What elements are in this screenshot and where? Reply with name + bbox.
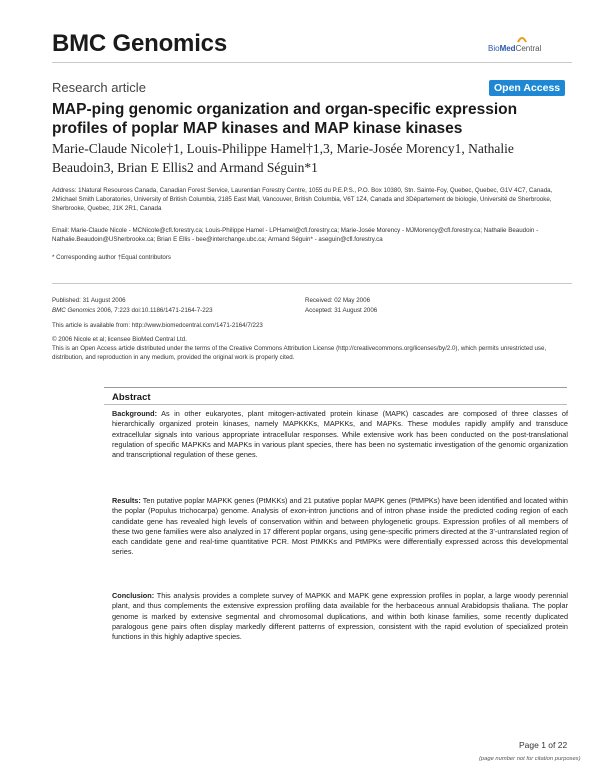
abstract-conclusion <box>112 591 568 642</box>
author-list: Marie-Claude Nicole†1, Louis-Philippe Hamel†1,3, Marie-Josée Morency1, Nathalie Beaudoin3, Brian E Ellis2 and Armand Séguin*1 <box>52 141 514 175</box>
conclusion-label: Conclusion: <box>112 591 155 600</box>
journal-title: BMC Genomics <box>52 30 227 57</box>
results-text: Ten putative poplar MAPKK genes (PtMKKs) and 21 putative poplar MAPK genes (PtMPKs) have been identified and located within the poplar (Populus trichocarpa) genome. Analysis of exon-intron junctions and of intron phase inside the predicted coding region of each candidate gene has revealed high levels of conservation within and between phylogenetic groups. Expression profiles of all members of these two gene families were also analyzed in 17 different poplar organs, using gene-specific primers directed at the 3'-untranslated region of each candidate gene and real-time quantitative PCR. Most PtMKKs and PtMPKs were differentially expressed across this developmental series. <box>112 496 568 557</box>
citation-details: 2006, 7:223 doi:10.1186/1471-2164-7-223 <box>95 306 213 314</box>
license-text: This is an Open Access article distributed under the terms of the Creative Commons Attribution License (http://creativecommons.org/licenses/by/2.0), which permits unrestricted use, distribution, and reproduction in any medium, provided the original work is properly cited. <box>52 345 547 361</box>
review-dates <box>305 296 377 315</box>
copyright-line: © 2006 Nicole et al; licensee BioMed Central Ltd. <box>52 336 187 343</box>
logo-bio: Bio <box>488 44 500 53</box>
abstract-frame <box>104 387 567 388</box>
abstract-heading: Abstract <box>112 392 151 403</box>
citation <box>52 306 213 316</box>
meta-divider <box>52 283 572 284</box>
biomed-logo-icon <box>516 34 528 44</box>
logo-central: Central <box>515 44 542 53</box>
article-type: Research article <box>52 80 146 95</box>
abstract-divider <box>104 404 567 405</box>
article-url[interactable]: This article is available from: http://www.biomedcentral.com/1471-2164/7/223 <box>52 322 263 329</box>
author-address: Address: 1Natural Resources Canada, Canadian Forest Service, Laurentian Forestry Centre, 1055 du P.E.P.S., P.O. Box 10380, Stn. Sainte-Foy, Quebec, Quebec, G1V 4C7, Canada, 2Michael Smith Laboratories, University of British Columbia, 2185 East Mall, Vancouver, British Columbia, V6T 1Z4, Canada and 3Département de biologie, Université de Sherbrooke, Sherbrooke, Quebec, J1K 2R1, Canada <box>52 187 553 212</box>
accepted-date: Accepted: 31 August 2006 <box>305 306 378 314</box>
author-footnote: * Corresponding author †Equal contributors <box>52 254 172 261</box>
author-emails: Email: Marie-Claude Nicole - MCNicole@cfl.forestry.ca; Louis-Philippe Hamel - LPHamel@cfl.forestry.ca; Marie-Josée Morency - MJMorency@cfl.forestry.ca; Nathalie Beaudoin - Nathalie.Beaudoin@USherbrooke.ca; Brian E Ellis - bee@interchange.ubc.ca; Armand Séguin* - aseguin@cfl.forestry.ca <box>52 227 539 243</box>
paper-title: MAP-ping genomic organization and organ-specific expression profiles of poplar MAP kinases and MAP kinase kinases <box>52 101 518 137</box>
background-text: As in other eukaryotes, plant mitogen-activated protein kinase (MAPK) cascades are composed of three classes of hierarchically organized protein kinases, namely MAPKKKs, MAPKKs, and MAPKs. These modules rapidly amplify and transduce extracellular signals into various appropriate intracellular responses. While extensive work has been conducted on the post-translational regulation of specific MAPKKs and MAPKs in various plant species, there has been no systematic investigation of the genomic organization and transcriptional regulation of these genes. <box>112 409 568 460</box>
biomed-logo-text <box>488 44 541 53</box>
results-label: Results: <box>112 496 141 505</box>
logo-med: Med <box>499 44 516 53</box>
header-divider <box>52 62 572 63</box>
biomed-central-logo <box>488 34 552 56</box>
page-number: Page 1 of 22 <box>519 740 568 750</box>
publication-meta <box>52 296 213 315</box>
conclusion-text: This analysis provides a complete survey of MAPKK and MAPK gene expression profiles in poplar, a large woody perennial plant, and thus complements the extensive expression profiling data available for the herbaceous annual Arabidopsis thaliana. The poplar genome is marked by extensive segmental and chromosomal duplications, and within both kinase families, some recently duplicated paralogous gene pairs often display markedly different patterns of expression, consistent with the rapid evolution of specialized protein functions in this highly adaptive species. <box>112 591 568 642</box>
copyright-block <box>52 335 572 362</box>
received-date: Received: 02 May 2006 <box>305 297 371 304</box>
published-date: Published: 31 August 2006 <box>52 297 126 304</box>
page-number-note: (page number not for citation purposes) <box>479 756 581 762</box>
abstract-results <box>112 496 568 558</box>
abstract-background <box>112 409 568 460</box>
background-label: Background: <box>112 409 157 418</box>
open-access-badge: Open Access <box>489 80 565 96</box>
citation-journal: BMC Genomics <box>52 306 96 314</box>
